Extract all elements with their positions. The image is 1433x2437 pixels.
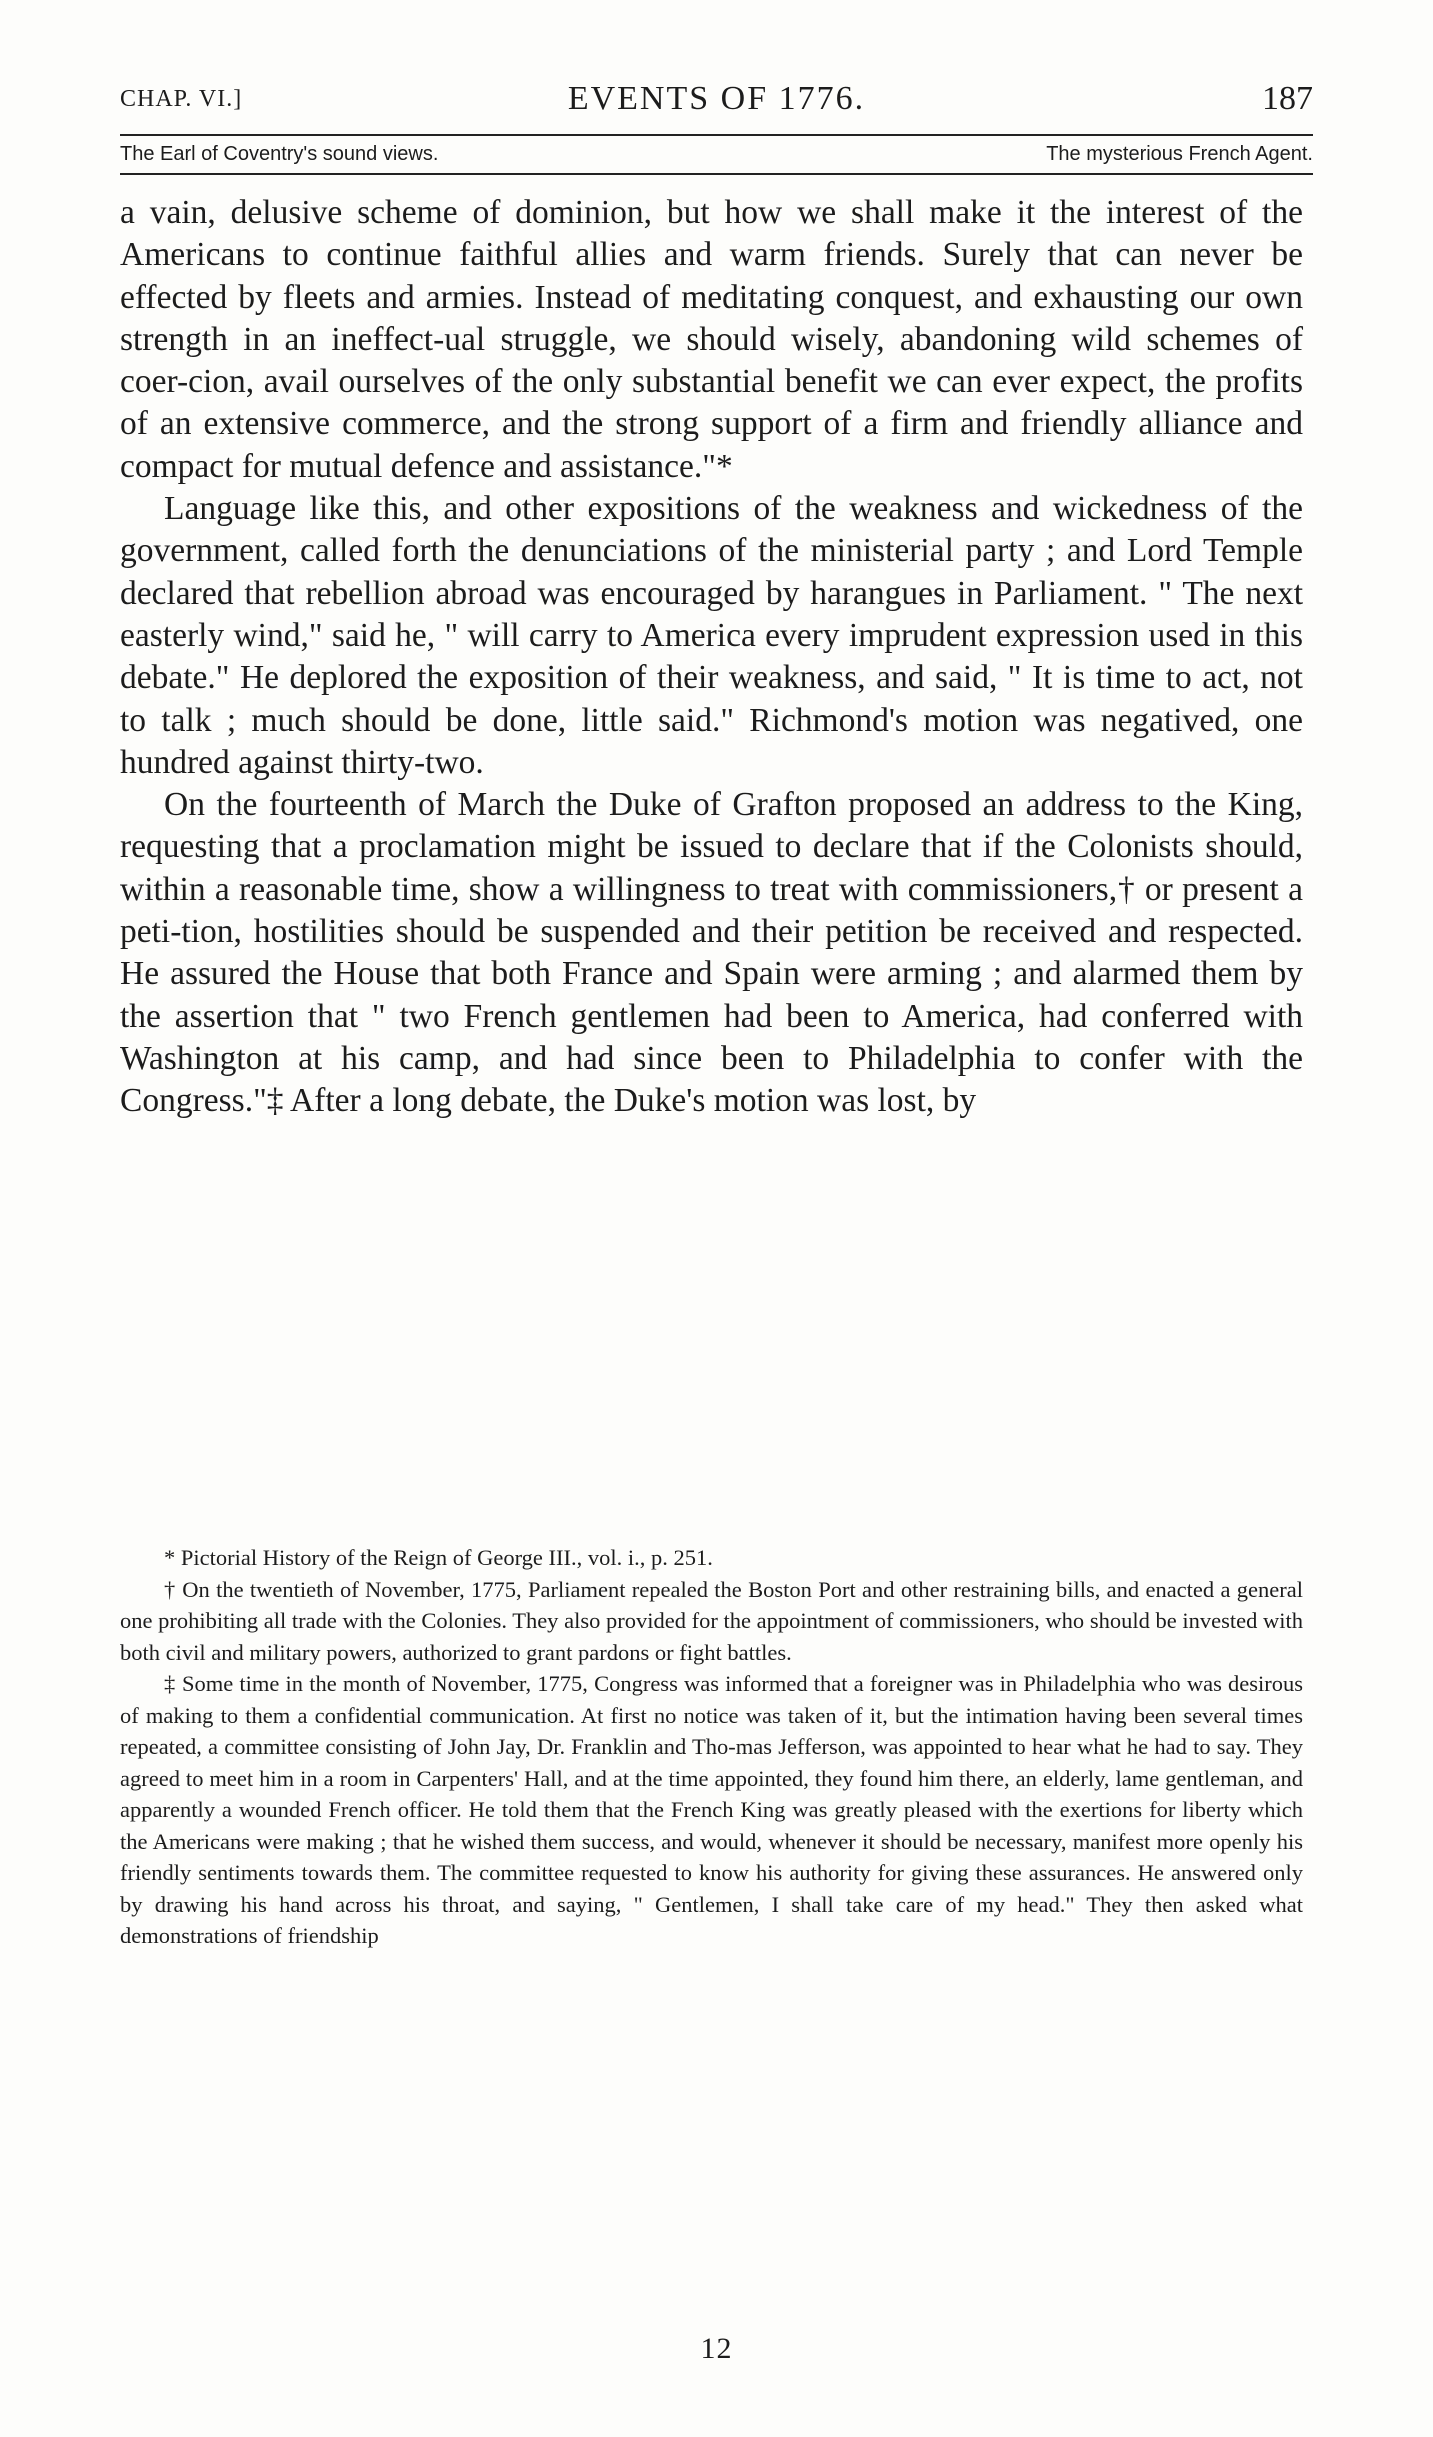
footnote: † On the twentieth of November, 1775, Parliament repealed the Boston Port and other restraining bills, and enacted a general one prohibiting all trade with the Colonies. They also provided for the appointment of commissioners, who should be invested with both civil and military powers, authorized to grant pardons or fight battles. <box>120 1576 1303 1665</box>
main-text <box>120 192 1303 1123</box>
paragraph: Language like this, and other expositions of the weakness and wickedness of the government, called forth the denunciations of the ministerial party ; and Lord Temple declared that rebellion abroad was encouraged by harangues in Parliament. " The next easterly wind," said he, " will carry to America every imprudent expression used in this debate." He deplored the exposition of their weakness, and said, " It is time to act, not to talk ; much should be done, little said." Richmond's motion was negatived, one hundred against thirty-two. <box>120 490 1303 781</box>
footnote: * Pictorial History of the Reign of George III., vol. i., p. 251. <box>164 1545 713 1570</box>
page-number: 187 <box>1262 80 1313 117</box>
chapter-label: CHAP. VI.] <box>120 86 243 112</box>
subheading-left: The Earl of Coventry's sound views. <box>120 143 439 165</box>
marginal-subheadings <box>120 143 1313 173</box>
signature-mark: 12 <box>700 2332 733 2365</box>
running-head <box>120 78 1313 126</box>
paragraph: a vain, delusive scheme of dominion, but how we shall make it the interest of the Americans to continue faithful allies and warm friends. Surely that can never be effected by fleets and armies. Instead of meditating conquest, and exhausting our own strength in an ineffect-ual struggle, we should wisely, abandoning wild schemes of coer-cion, avail ourselves of the only substantial benefit we can ever expect, the profits of an extensive commerce, and the strong support of a firm and friendly alliance and compact for mutual defence and assistance."* <box>120 194 1303 485</box>
running-title: EVENTS OF 1776. <box>567 80 866 117</box>
footnotes <box>120 1542 1303 1952</box>
header-rule <box>120 134 1313 136</box>
footnote: ‡ Some time in the month of November, 1775, Congress was informed that a foreigner was in Philadelphia who was desirous of making to them a confidential communication. At first no notice was taken of it, but the intimation having been several times repeated, a committee consisting of John Jay, Dr. Franklin and Tho-mas Jefferson, was appointed to hear what he had to say. They agreed to meet him in a room in Carpenters' Hall, and at the time appointed, they found him there, an elderly, lame gentleman, and apparently a wounded French officer. He told them that the French King was greatly pleased with the exertions for liberty which the Americans were making ; that he wished them success, and would, whenever it should be necessary, manifest more openly his friendly sentiments towards them. The committee requested to know his authority for giving these assurances. He answered only by drawing his hand across his throat, and saying, " Gentlemen, I shall take care of my head." They then asked what demonstrations of friendship <box>120 1671 1303 1948</box>
subheading-rule <box>120 173 1313 175</box>
subheading-right: The mysterious French Agent. <box>1046 143 1313 165</box>
paragraph: On the fourteenth of March the Duke of Grafton proposed an address to the King, requesting that a proclamation might be issued to declare that if the Colonists should, within a reasonable time, show a willingness to treat with commissioners,† or present a peti-tion, hostilities should be suspended and their petition be received and respected. He assured the House that both France and Spain were arming ; and alarmed them by the assertion that " two French gentlemen had been to America, had conferred with Washington at his camp, and had since been to Philadelphia to confer with the Congress."‡ After a long debate, the Duke's motion was lost, by <box>120 786 1303 1120</box>
